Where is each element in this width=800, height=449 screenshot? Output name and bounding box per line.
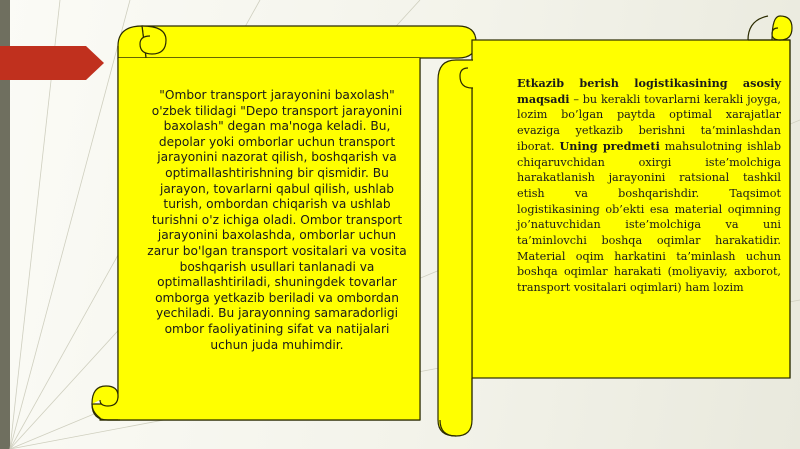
right-bold-subject: Uning predmeti [559, 138, 660, 153]
left-scroll-text: "Ombor transport jarayonini baxolash" o'zbek tilidagi "Depo transport jarayonini baxolash" degan ma'noga keladi. Bu, depolar yoki omborlar uchun transport jarayonini nazorat qilish, boshqarish va optimallashtirishning bir qismidir. Bu jarayon, tovarlarni qabul qilish, ushlab turish, ombordan chiqarish va ushlab turishni o'z ichiga oladi. Ombor transport jarayonini baxolashda, omborlar uchun zarur bo'lgan transport vositalari va vosita boshqarish usullari tanlanadi va optimallashtiriladi, shuningdek tovarlar omborga yetkazib beriladi va ombordan yechiladi. Bu jarayonning samaradorligi ombor faoliyatining sifat va natijalari uchun juda muhimdir. [147, 88, 407, 352]
right-scroll-text [517, 76, 781, 366]
right-text-part2: mahsulotning ishlab chiqaruvchidan oxirgi iste’molchiga harakatlanish jarayonini ratsional tashkil etish va boshqarishdir. Taqsimot logistikasining ob’ekti esa material oqimning jo’natuvchidan iste’molchiga va uni ta’minlovchi boshqa oqimlar harakatidir. Material oqim harkatini ta’minlash uchun boshqa oqimlar harakati (moliyaviy, axborot, transport vositalari oqimlari) ham lozim [517, 139, 782, 295]
right-text-part1: – bu kerakli tovarlarni kerakli joyga, lozim bo’lgan paytda optimal xarajatlar evaziga yetkazib berishni ta’minlashdan iborat. [517, 92, 781, 153]
right-bold-title: Etkazib berish logistikasining asosiy maqsadi [517, 76, 781, 106]
